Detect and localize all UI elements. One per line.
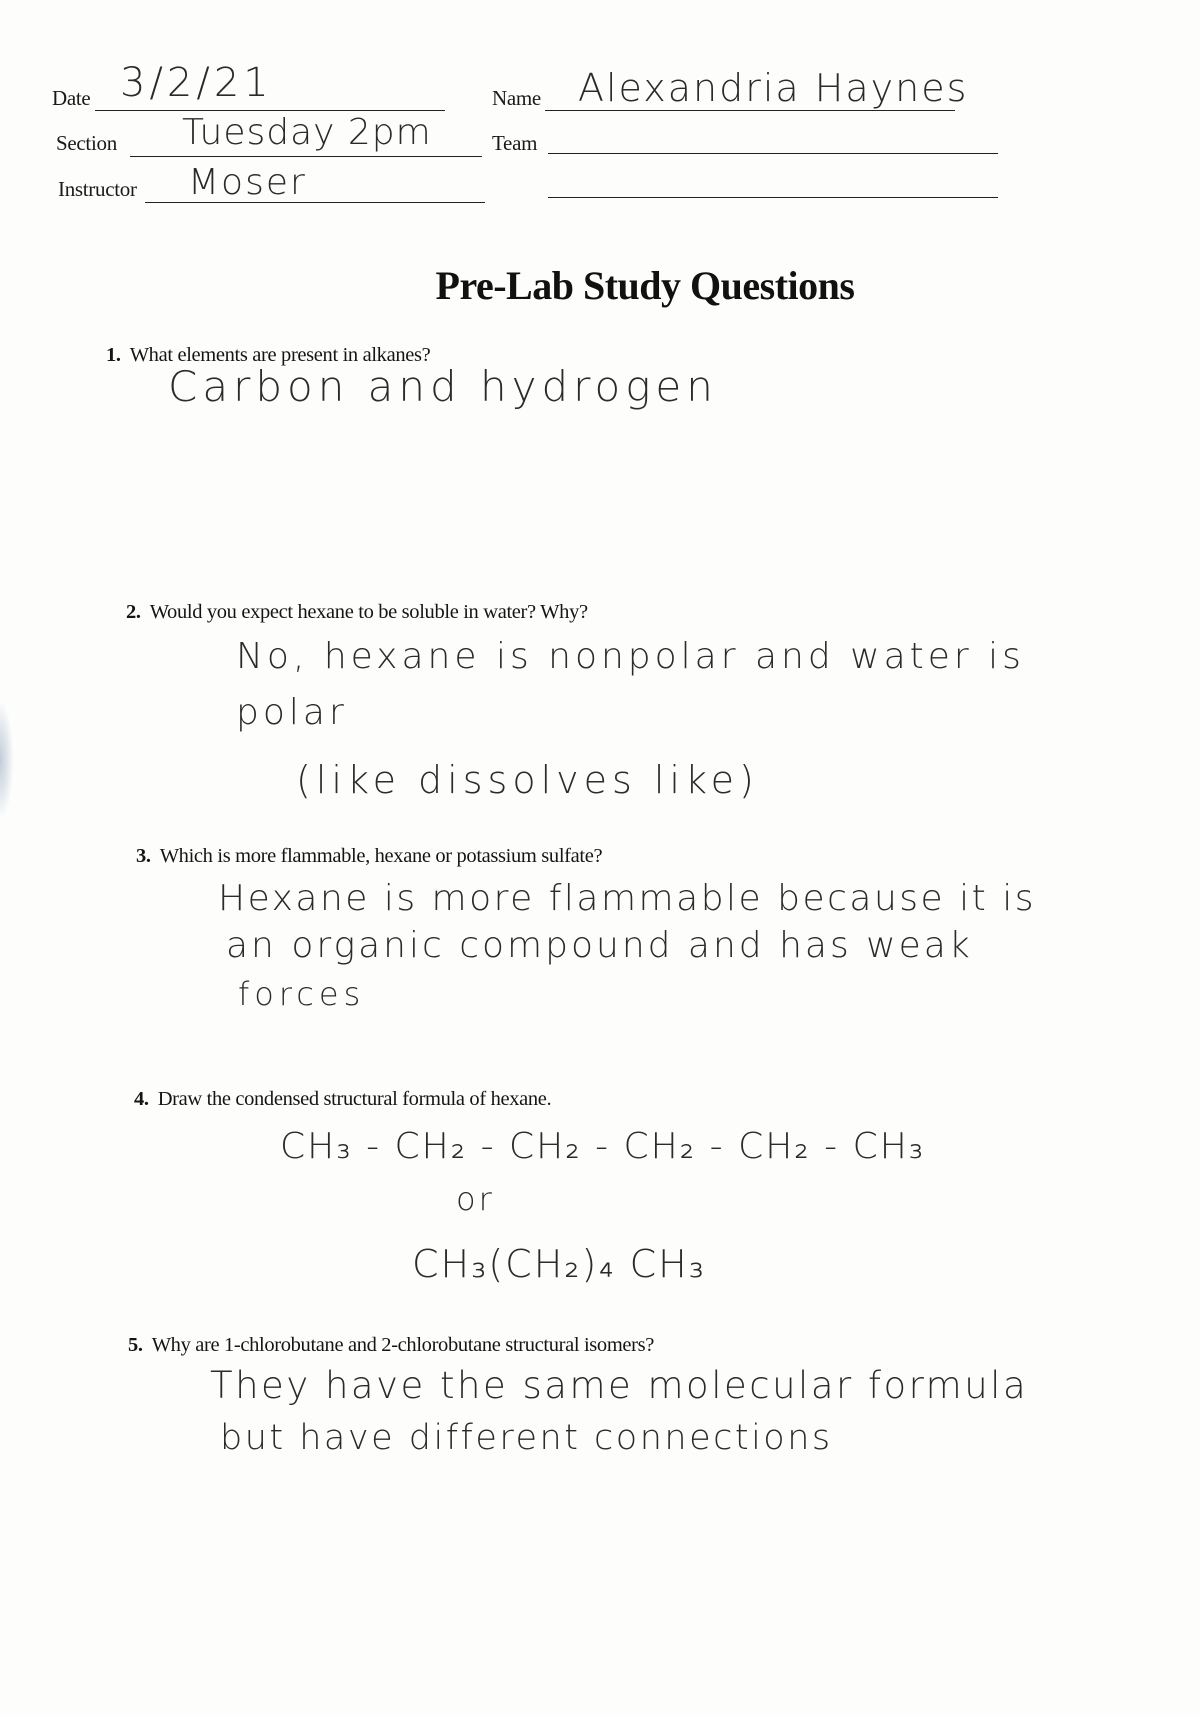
page-title: Pre-Lab Study Questions [435, 263, 855, 308]
name-label: Name [492, 86, 541, 110]
answer-3-line-2: an organic compound and has weak [226, 925, 973, 966]
answer-4-line-1: CH₃ - CH₂ - CH₂ - CH₂ - CH₂ - CH₃ [280, 1126, 926, 1167]
answer-4-line-3: CH₃(CH₂)₄ CH₃ [412, 1242, 706, 1286]
answer-2-line-3: (like dissolves like) [296, 758, 759, 802]
date-underline [95, 110, 445, 111]
team-label: Team [492, 131, 538, 155]
team-underline [548, 153, 998, 154]
answer-2-line-1: No, hexane is nonpolar and water is [236, 636, 1025, 677]
question-number: 4. [134, 1088, 149, 1110]
question-5 [128, 1334, 654, 1357]
instructor-label: Instructor [58, 177, 137, 201]
question-number: 1. [106, 344, 121, 366]
date-value: 3/2/21 [120, 60, 273, 106]
answer-4-line-2: or [456, 1180, 495, 1218]
page-edge-shadow [0, 700, 14, 820]
question-4 [134, 1088, 551, 1111]
section-underline [130, 156, 482, 157]
name-underline [545, 110, 955, 111]
section-value: Tuesday 2pm [182, 112, 432, 153]
question-text: Draw the condensed structural formula of hexane. [157, 1088, 552, 1110]
question-number: 2. [126, 601, 141, 623]
question-text: Which is more flammable, hexane or potassium sulfate? [159, 845, 603, 867]
answer-5-line-1: They have the same molecular formula [210, 1364, 1029, 1407]
question-text: Why are 1-chlorobutane and 2-chlorobutane structural isomers? [151, 1334, 655, 1356]
question-number: 3. [136, 845, 151, 867]
question-2 [126, 601, 588, 624]
question-text: What elements are present in alkanes? [129, 344, 431, 366]
extra-underline [548, 197, 998, 198]
date-label: Date [52, 86, 91, 110]
question-number: 5. [128, 1334, 143, 1356]
question-text: Would you expect hexane to be soluble in water? Why? [149, 601, 588, 623]
answer-1-line-1: Carbon and hydrogen [168, 362, 718, 411]
question-3 [136, 845, 602, 868]
answer-3-line-1: Hexane is more flammable because it is [218, 878, 1036, 919]
answer-3-line-3: forces [238, 975, 366, 1013]
name-value: Alexandria Haynes [578, 66, 969, 110]
answer-2-line-2: polar [236, 692, 348, 733]
section-label: Section [56, 131, 117, 155]
answer-5-line-2: but have different connections [220, 1418, 833, 1458]
instructor-value: Moser [188, 162, 307, 203]
